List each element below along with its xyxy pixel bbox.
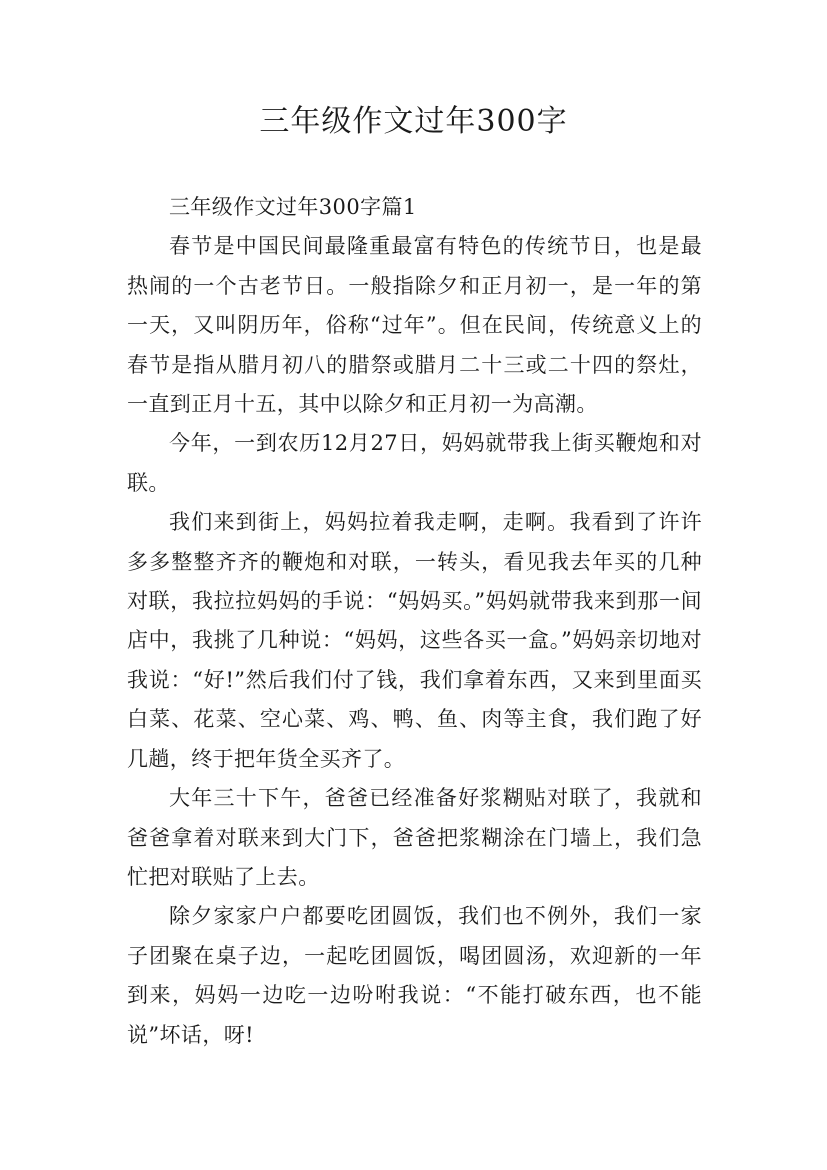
- paragraph-5: 除夕家家户户都要吃团圆饭，我们也不例外，我们一家子团聚在桌子边，一起吃团圆饭，喝团圆汤，欢迎新的一年到来，妈妈一边吃一边吩咐我说：“不能打破东西，也不能说”坏话，呀!: [127, 904, 702, 1047]
- article-body: [127, 188, 702, 1055]
- paragraph-4: 大年三十下午，爸爸已经准备好浆糊贴对联了，我就和爸爸拿着对联来到大门下，爸爸把浆糊涂在门墙上，我们急忙把对联贴了上去。: [127, 786, 702, 889]
- section-heading: 三年级作文过年300字篇1: [169, 195, 417, 219]
- page-title: 三年级作文过年300字: [259, 104, 568, 139]
- paragraph-1: 春节是中国民间最隆重最富有特色的传统节日，也是最热闹的一个古老节日。一般指除夕和正月初一，是一年的第一天，又叫阴历年，俗称“过年”。但在民间，传统意义上的春节是指从腊月初八的腊祭或腊月二十三或二十四的祭灶，一直到正月十五，其中以除夕和正月初一为高潮。: [127, 234, 702, 417]
- paragraph-2: 今年，一到农历12月27日，妈妈就带我上街买鞭炮和对联。: [127, 431, 702, 495]
- paragraph-3: 我们来到街上，妈妈拉着我走啊，走啊。我看到了许许多多整整齐齐的鞭炮和对联，一转头，看见我去年买的几种对联，我拉拉妈妈的手说：“妈妈买。”妈妈就带我来到那一间店中，我挑了几种说：“妈妈，这些各买一盒。”妈妈亲切地对我说：“好!”然后我们付了钱，我们拿着东西，又来到里面买白菜、花菜、空心菜、鸡、鸭、鱼、肉等主食，我们跑了好几趟，终于把年货全买齐了。: [127, 510, 702, 771]
